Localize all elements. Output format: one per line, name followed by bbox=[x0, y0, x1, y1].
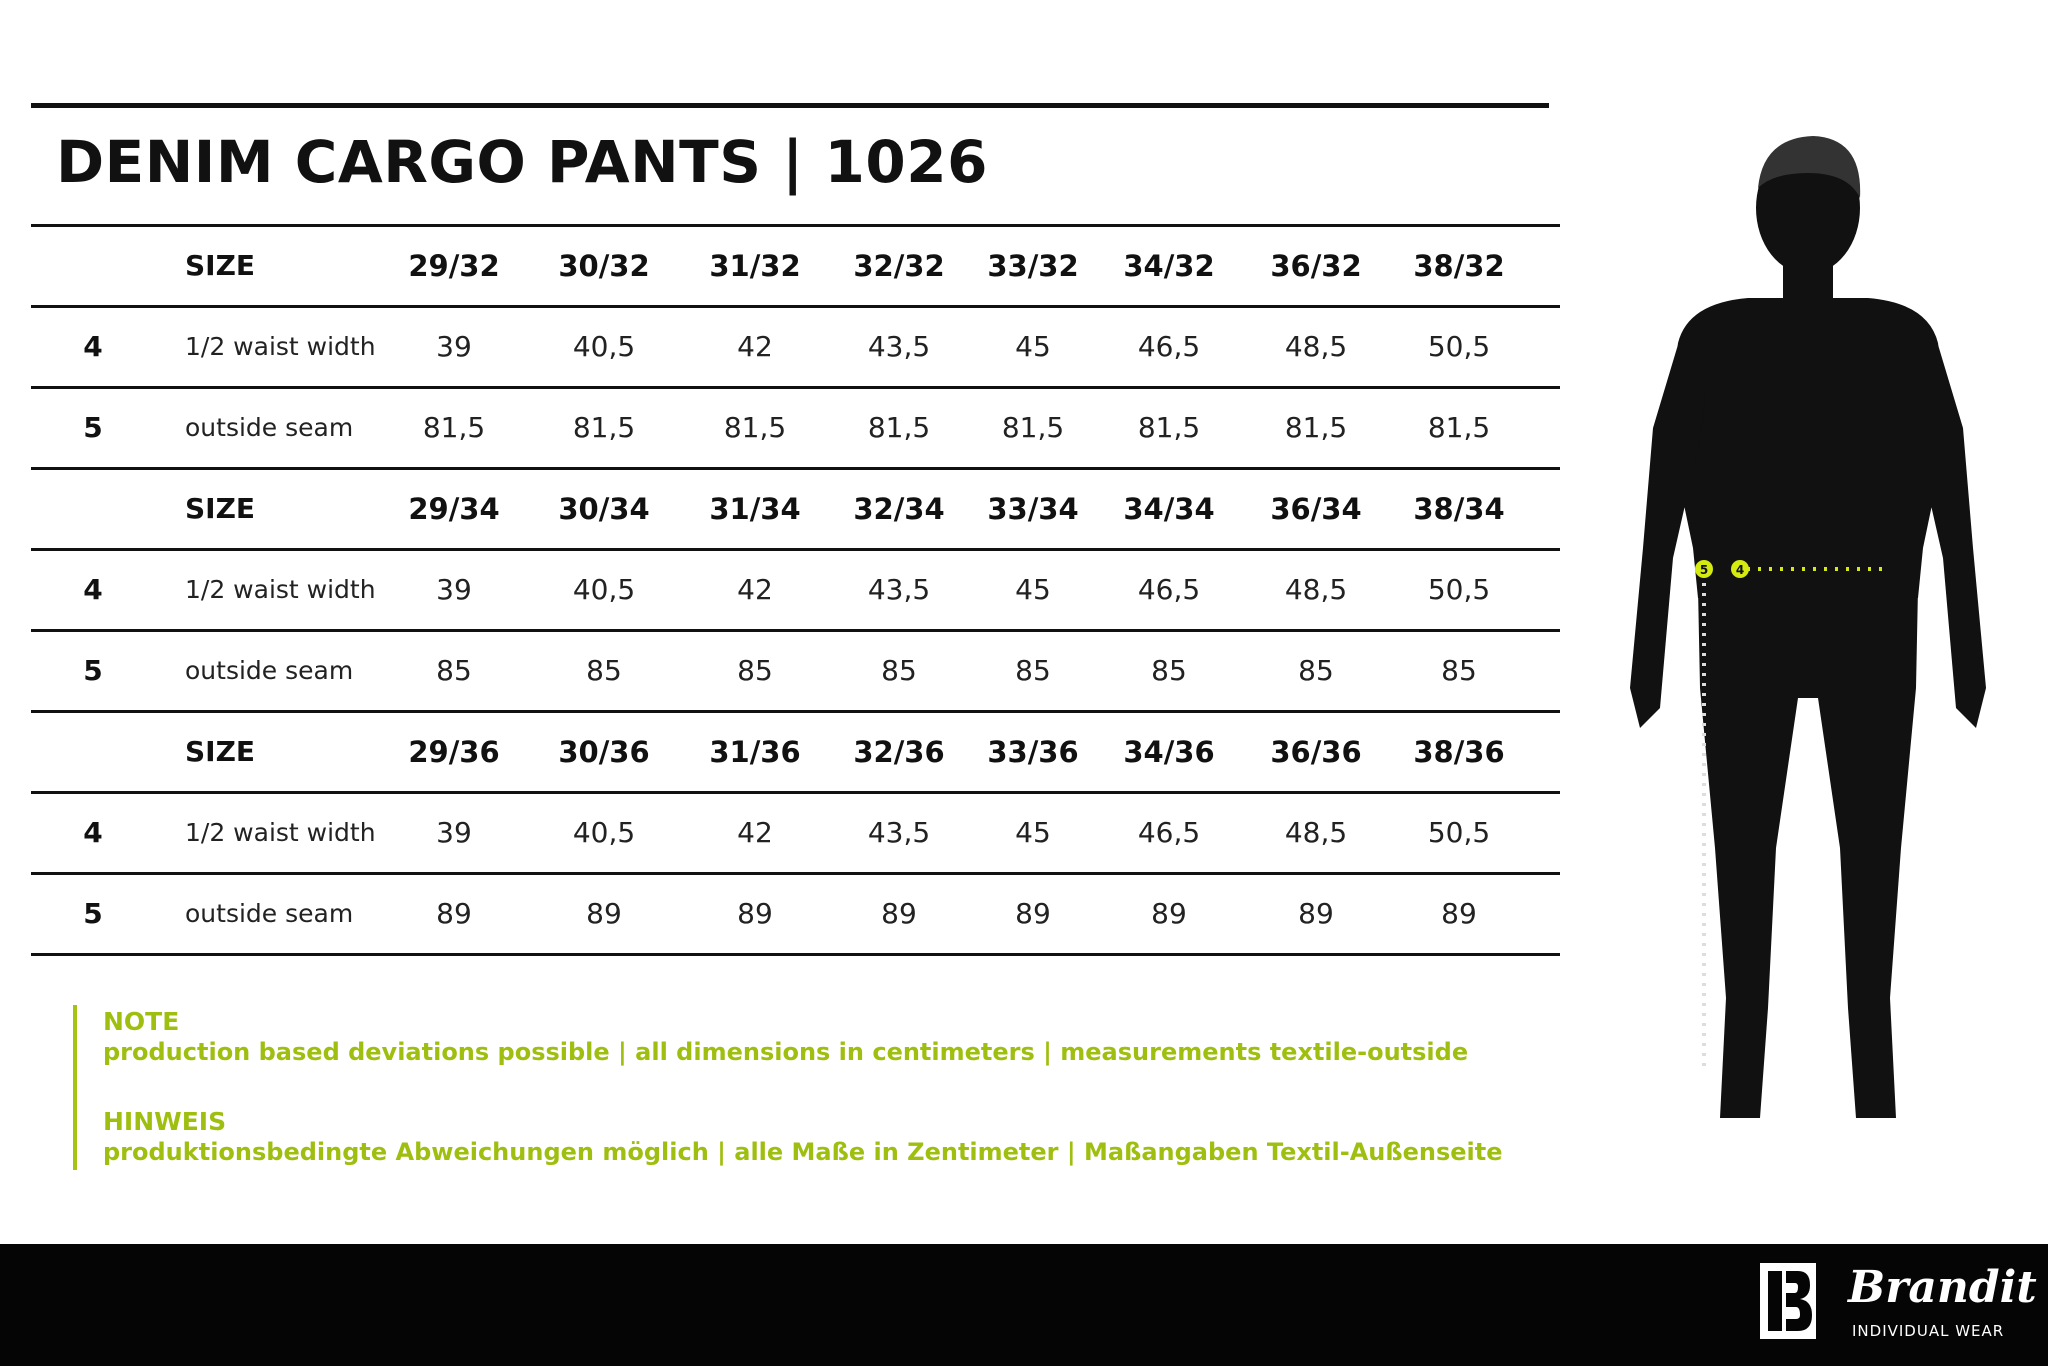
measurement-value: 43,5 bbox=[867, 573, 931, 606]
size-header-cell: 31/36 bbox=[709, 735, 801, 769]
measurement-row bbox=[31, 629, 1560, 710]
measurement-label: outside seam bbox=[185, 656, 354, 685]
size-header-cell: 31/32 bbox=[709, 249, 801, 283]
measurement-label: outside seam bbox=[185, 899, 354, 928]
measurement-value: 85 bbox=[1015, 654, 1051, 687]
measurement-value: 43,5 bbox=[867, 816, 931, 849]
measurement-value: 45 bbox=[1015, 573, 1051, 606]
measurement-value: 85 bbox=[881, 654, 917, 687]
measurement-row bbox=[31, 548, 1560, 629]
brand-logo-mark bbox=[1760, 1263, 1816, 1339]
measurement-number: 4 bbox=[83, 816, 103, 849]
size-header-cell: 32/32 bbox=[853, 249, 945, 283]
measurement-value: 81,5 bbox=[723, 411, 787, 444]
size-header-cell: 29/32 bbox=[408, 249, 500, 283]
measurement-number: 5 bbox=[83, 897, 103, 930]
measurement-value: 81,5 bbox=[1001, 411, 1065, 444]
measurement-number: 5 bbox=[83, 411, 103, 444]
measurement-label: 1/2 waist width bbox=[185, 575, 376, 604]
size-header-row bbox=[31, 467, 1560, 548]
size-header-cell: 36/32 bbox=[1270, 249, 1362, 283]
footer-bar bbox=[0, 1244, 2048, 1366]
measurement-value: 39 bbox=[436, 330, 472, 363]
size-header-cell: 34/36 bbox=[1123, 735, 1215, 769]
measurement-value: 46,5 bbox=[1137, 816, 1201, 849]
measurement-number: 4 bbox=[83, 573, 103, 606]
marker-4 bbox=[1731, 560, 1749, 578]
size-label: SIZE bbox=[185, 249, 256, 282]
measurement-value: 85 bbox=[1298, 654, 1334, 687]
measurement-label: 1/2 waist width bbox=[185, 818, 376, 847]
size-header-cell: 36/34 bbox=[1270, 492, 1362, 526]
measurement-value: 43,5 bbox=[867, 330, 931, 363]
measurement-value: 42 bbox=[737, 330, 773, 363]
size-header-row bbox=[31, 710, 1560, 791]
brand-tagline: INDIVIDUAL WEAR bbox=[1852, 1322, 2005, 1340]
measurement-value: 50,5 bbox=[1427, 330, 1491, 363]
measurement-value: 45 bbox=[1015, 816, 1051, 849]
size-header-cell: 29/34 bbox=[408, 492, 500, 526]
size-header-cell: 38/32 bbox=[1413, 249, 1505, 283]
hinweis-heading: HINWEIS bbox=[103, 1107, 227, 1136]
size-header-cell: 30/34 bbox=[558, 492, 650, 526]
measurement-number: 4 bbox=[83, 330, 103, 363]
brand-name: Brandit bbox=[1848, 1262, 2037, 1313]
note-text: production based deviations possible | all dimensions in centimeters | measurements textile-outside bbox=[103, 1038, 1469, 1066]
size-header-row bbox=[31, 224, 1560, 305]
measurement-value: 48,5 bbox=[1284, 573, 1348, 606]
size-table bbox=[31, 224, 1560, 956]
size-header-cell: 33/32 bbox=[987, 249, 1079, 283]
measurement-row bbox=[31, 305, 1560, 386]
size-header-cell: 30/32 bbox=[558, 249, 650, 283]
measurement-value: 45 bbox=[1015, 330, 1051, 363]
measurement-value: 81,5 bbox=[1427, 411, 1491, 444]
measurement-value: 40,5 bbox=[572, 330, 636, 363]
measurement-label: outside seam bbox=[185, 413, 354, 442]
measurement-value: 85 bbox=[1151, 654, 1187, 687]
measurement-value: 48,5 bbox=[1284, 330, 1348, 363]
size-header-cell: 32/36 bbox=[853, 735, 945, 769]
measurement-number: 5 bbox=[83, 654, 103, 687]
measurement-row bbox=[31, 791, 1560, 872]
measurement-value: 85 bbox=[586, 654, 622, 687]
size-header-cell: 33/34 bbox=[987, 492, 1079, 526]
measurement-row bbox=[31, 386, 1560, 467]
measurement-value: 50,5 bbox=[1427, 816, 1491, 849]
measurement-value: 81,5 bbox=[572, 411, 636, 444]
measurement-value: 81,5 bbox=[1284, 411, 1348, 444]
note-accent-bar bbox=[73, 1005, 77, 1170]
measurement-value: 48,5 bbox=[1284, 816, 1348, 849]
note-heading: NOTE bbox=[103, 1007, 180, 1036]
size-header-cell: 36/36 bbox=[1270, 735, 1362, 769]
measurement-value: 89 bbox=[586, 897, 622, 930]
size-label: SIZE bbox=[185, 735, 256, 768]
measurement-value: 46,5 bbox=[1137, 330, 1201, 363]
measurement-value: 50,5 bbox=[1427, 573, 1491, 606]
hinweis-text: produktionsbedingte Abweichungen möglich | alle Maße in Zentimeter | Maßangaben Textil-Außenseite bbox=[103, 1138, 1503, 1166]
size-header-cell: 34/32 bbox=[1123, 249, 1215, 283]
size-header-cell: 29/36 bbox=[408, 735, 500, 769]
measurement-value: 46,5 bbox=[1137, 573, 1201, 606]
size-header-cell: 34/34 bbox=[1123, 492, 1215, 526]
top-rule bbox=[31, 103, 1549, 108]
measurement-value: 89 bbox=[881, 897, 917, 930]
measurement-value: 81,5 bbox=[1137, 411, 1201, 444]
measurement-value: 81,5 bbox=[867, 411, 931, 444]
measurement-value: 42 bbox=[737, 816, 773, 849]
measurement-value: 81,5 bbox=[422, 411, 486, 444]
size-header-cell: 30/36 bbox=[558, 735, 650, 769]
measurement-figure bbox=[1618, 128, 1998, 1168]
measurement-value: 89 bbox=[1298, 897, 1334, 930]
page-title: DENIM CARGO PANTS | 1026 bbox=[56, 128, 988, 196]
measurement-value: 42 bbox=[737, 573, 773, 606]
measurement-value: 89 bbox=[1151, 897, 1187, 930]
size-header-cell: 33/36 bbox=[987, 735, 1079, 769]
body-silhouette bbox=[1630, 142, 1986, 1118]
measurement-value: 89 bbox=[737, 897, 773, 930]
measurement-value: 89 bbox=[1015, 897, 1051, 930]
measurement-value: 85 bbox=[1441, 654, 1477, 687]
size-header-cell: 32/34 bbox=[853, 492, 945, 526]
measurement-label: 1/2 waist width bbox=[185, 332, 376, 361]
size-label: SIZE bbox=[185, 492, 256, 525]
size-header-cell: 38/36 bbox=[1413, 735, 1505, 769]
size-header-cell: 38/34 bbox=[1413, 492, 1505, 526]
measurement-value: 40,5 bbox=[572, 573, 636, 606]
measurement-value: 89 bbox=[1441, 897, 1477, 930]
size-header-cell: 31/34 bbox=[709, 492, 801, 526]
marker-4-label: 4 bbox=[1735, 563, 1745, 577]
measurement-value: 89 bbox=[436, 897, 472, 930]
measurement-value: 85 bbox=[436, 654, 472, 687]
marker-5 bbox=[1695, 560, 1713, 578]
measurement-value: 40,5 bbox=[572, 816, 636, 849]
measurement-row bbox=[31, 872, 1560, 956]
marker-5-label: 5 bbox=[1699, 563, 1709, 577]
measurement-value: 39 bbox=[436, 816, 472, 849]
measurement-value: 85 bbox=[737, 654, 773, 687]
measurement-value: 39 bbox=[436, 573, 472, 606]
